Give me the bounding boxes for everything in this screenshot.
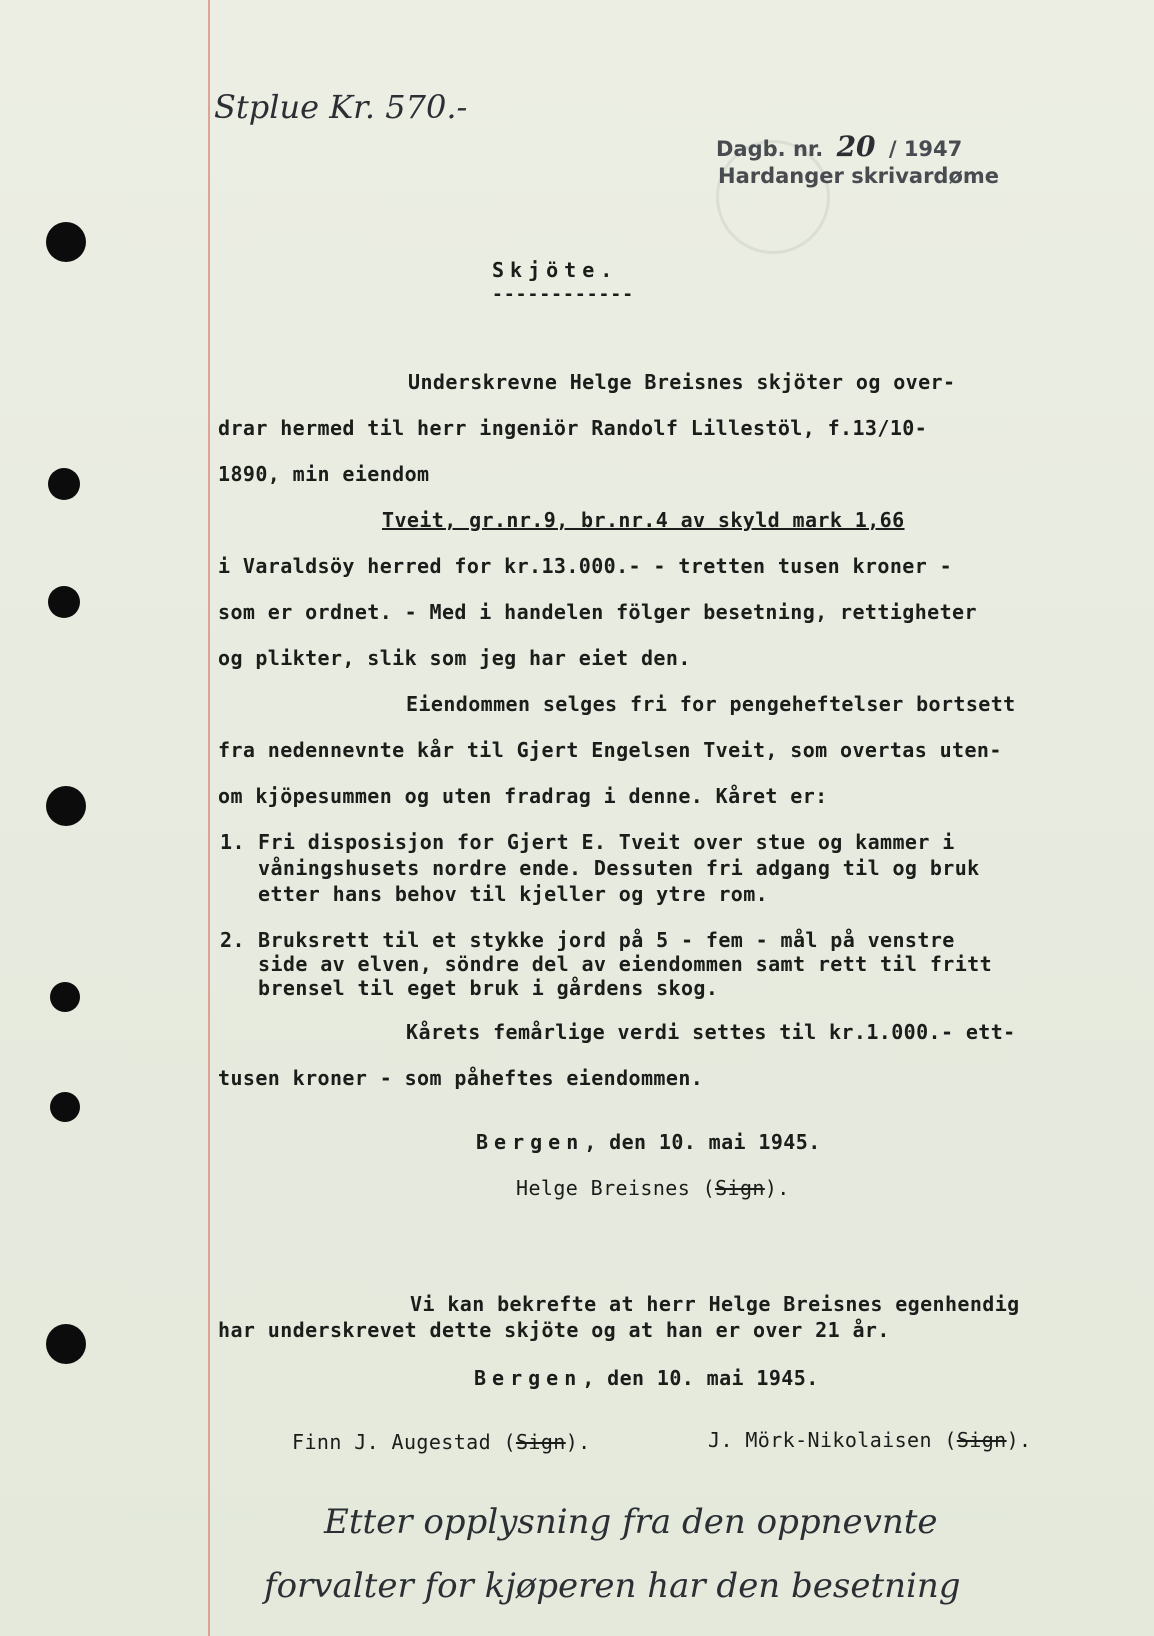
dagbok-stamp — [716, 130, 962, 163]
list-item-line: brensel til eget bruk i gårdens skog. — [258, 976, 719, 1000]
seller-signature — [516, 1176, 790, 1200]
punch-hole-icon — [46, 1324, 86, 1364]
body-line: og plikter, slik som jeg har eiet den. — [218, 646, 691, 670]
body-line: Eiendommen selges fri for pengeheftelser bortsett — [406, 692, 1016, 716]
list-item-line: våningshusets nordre ende. Dessuten fri adgang til og bruk — [258, 856, 980, 880]
witness-name: J. Mörk-Nikolaisen ( — [708, 1428, 957, 1452]
date-text: , den 10. mai 1945. — [582, 1366, 819, 1390]
margin-rule — [208, 0, 210, 1636]
witness-line: har underskrevet dette skjöte og at han er over 21 år. — [218, 1318, 890, 1342]
witness-signature — [292, 1430, 591, 1454]
body-line: om kjöpesummen og uten fradrag i denne. Kåret er: — [218, 784, 828, 808]
sign-mark: Sign — [515, 1430, 566, 1454]
list-number: 1. — [220, 830, 245, 854]
dagb-number: 20 — [836, 130, 876, 163]
punch-hole-icon — [50, 1092, 80, 1122]
sign-mark: Sign — [956, 1428, 1007, 1452]
place-name: Bergen — [476, 1130, 585, 1154]
punch-hole-icon — [48, 468, 80, 500]
sign-close: ). — [764, 1176, 790, 1200]
body-line: drar hermed til herr ingeniör Randolf Lillestöl, f.13/10- — [218, 416, 928, 440]
property-designation: Tveit, gr.nr.9, br.nr.4 av skyld mark 1,66 — [382, 508, 905, 532]
dagb-label: Dagb. nr. — [716, 137, 824, 161]
document-title: Skjöte. — [492, 258, 619, 282]
list-number: 2. — [220, 928, 245, 952]
body-line: som er ordnet. - Med i handelen fölger besetning, rettigheter — [218, 600, 977, 624]
handwritten-note-line: Etter opplysning fra den oppnevnte — [324, 1502, 938, 1542]
signing-place-date — [476, 1130, 821, 1154]
body-line: 1890, min eiendom — [218, 462, 430, 486]
date-text: , den 10. mai 1945. — [584, 1130, 821, 1154]
punch-hole-icon — [50, 982, 80, 1012]
punch-hole-icon — [46, 222, 86, 262]
office-stamp: Hardanger skrivardøme — [718, 164, 1000, 188]
list-item-line: side av elven, söndre del av eiendommen samt rett til fritt — [258, 952, 993, 976]
sign-close: ). — [1006, 1428, 1032, 1452]
list-item-line: etter hans behov til kjeller og ytre rom. — [258, 882, 769, 906]
sign-close: ). — [565, 1430, 591, 1454]
witness-name: Finn J. Augestad ( — [292, 1430, 516, 1454]
list-item-line: Bruksrett til et stykke jord på 5 - fem - mål på venstre — [258, 928, 955, 952]
witness-line: Vi kan bekrefte at herr Helge Breisnes egenhendig — [410, 1292, 1020, 1316]
body-line: Underskrevne Helge Breisnes skjöter og over- — [408, 370, 956, 394]
body-line: Kårets femårlige verdi settes til kr.1.000.- ett- — [406, 1020, 1016, 1044]
list-item-line: Fri disposisjon for Gjert E. Tveit over stue og kammer i — [258, 830, 955, 854]
witness-signature — [708, 1428, 1031, 1452]
signer-name: Helge Breisnes ( — [516, 1176, 716, 1200]
signing-place-date — [474, 1366, 819, 1390]
body-line: i Varaldsöy herred for kr.13.000.- - tretten tusen kroner - — [218, 554, 953, 578]
place-name: Bergen — [474, 1366, 583, 1390]
title-underline: ------------ — [492, 284, 635, 305]
body-line: fra nedennevnte kår til Gjert Engelsen Tveit, som overtas uten- — [218, 738, 1002, 762]
punch-hole-icon — [46, 786, 86, 826]
punch-hole-icon — [48, 586, 80, 618]
handwritten-note-line: forvalter for kjøperen har den besetning — [264, 1566, 961, 1606]
sign-mark: Sign — [715, 1176, 765, 1200]
handwritten-fee-note: Stplue Kr. 570.- — [214, 88, 468, 126]
body-line: tusen kroner - som påheftes eiendommen. — [218, 1066, 704, 1090]
dagb-year: / 1947 — [888, 137, 963, 161]
